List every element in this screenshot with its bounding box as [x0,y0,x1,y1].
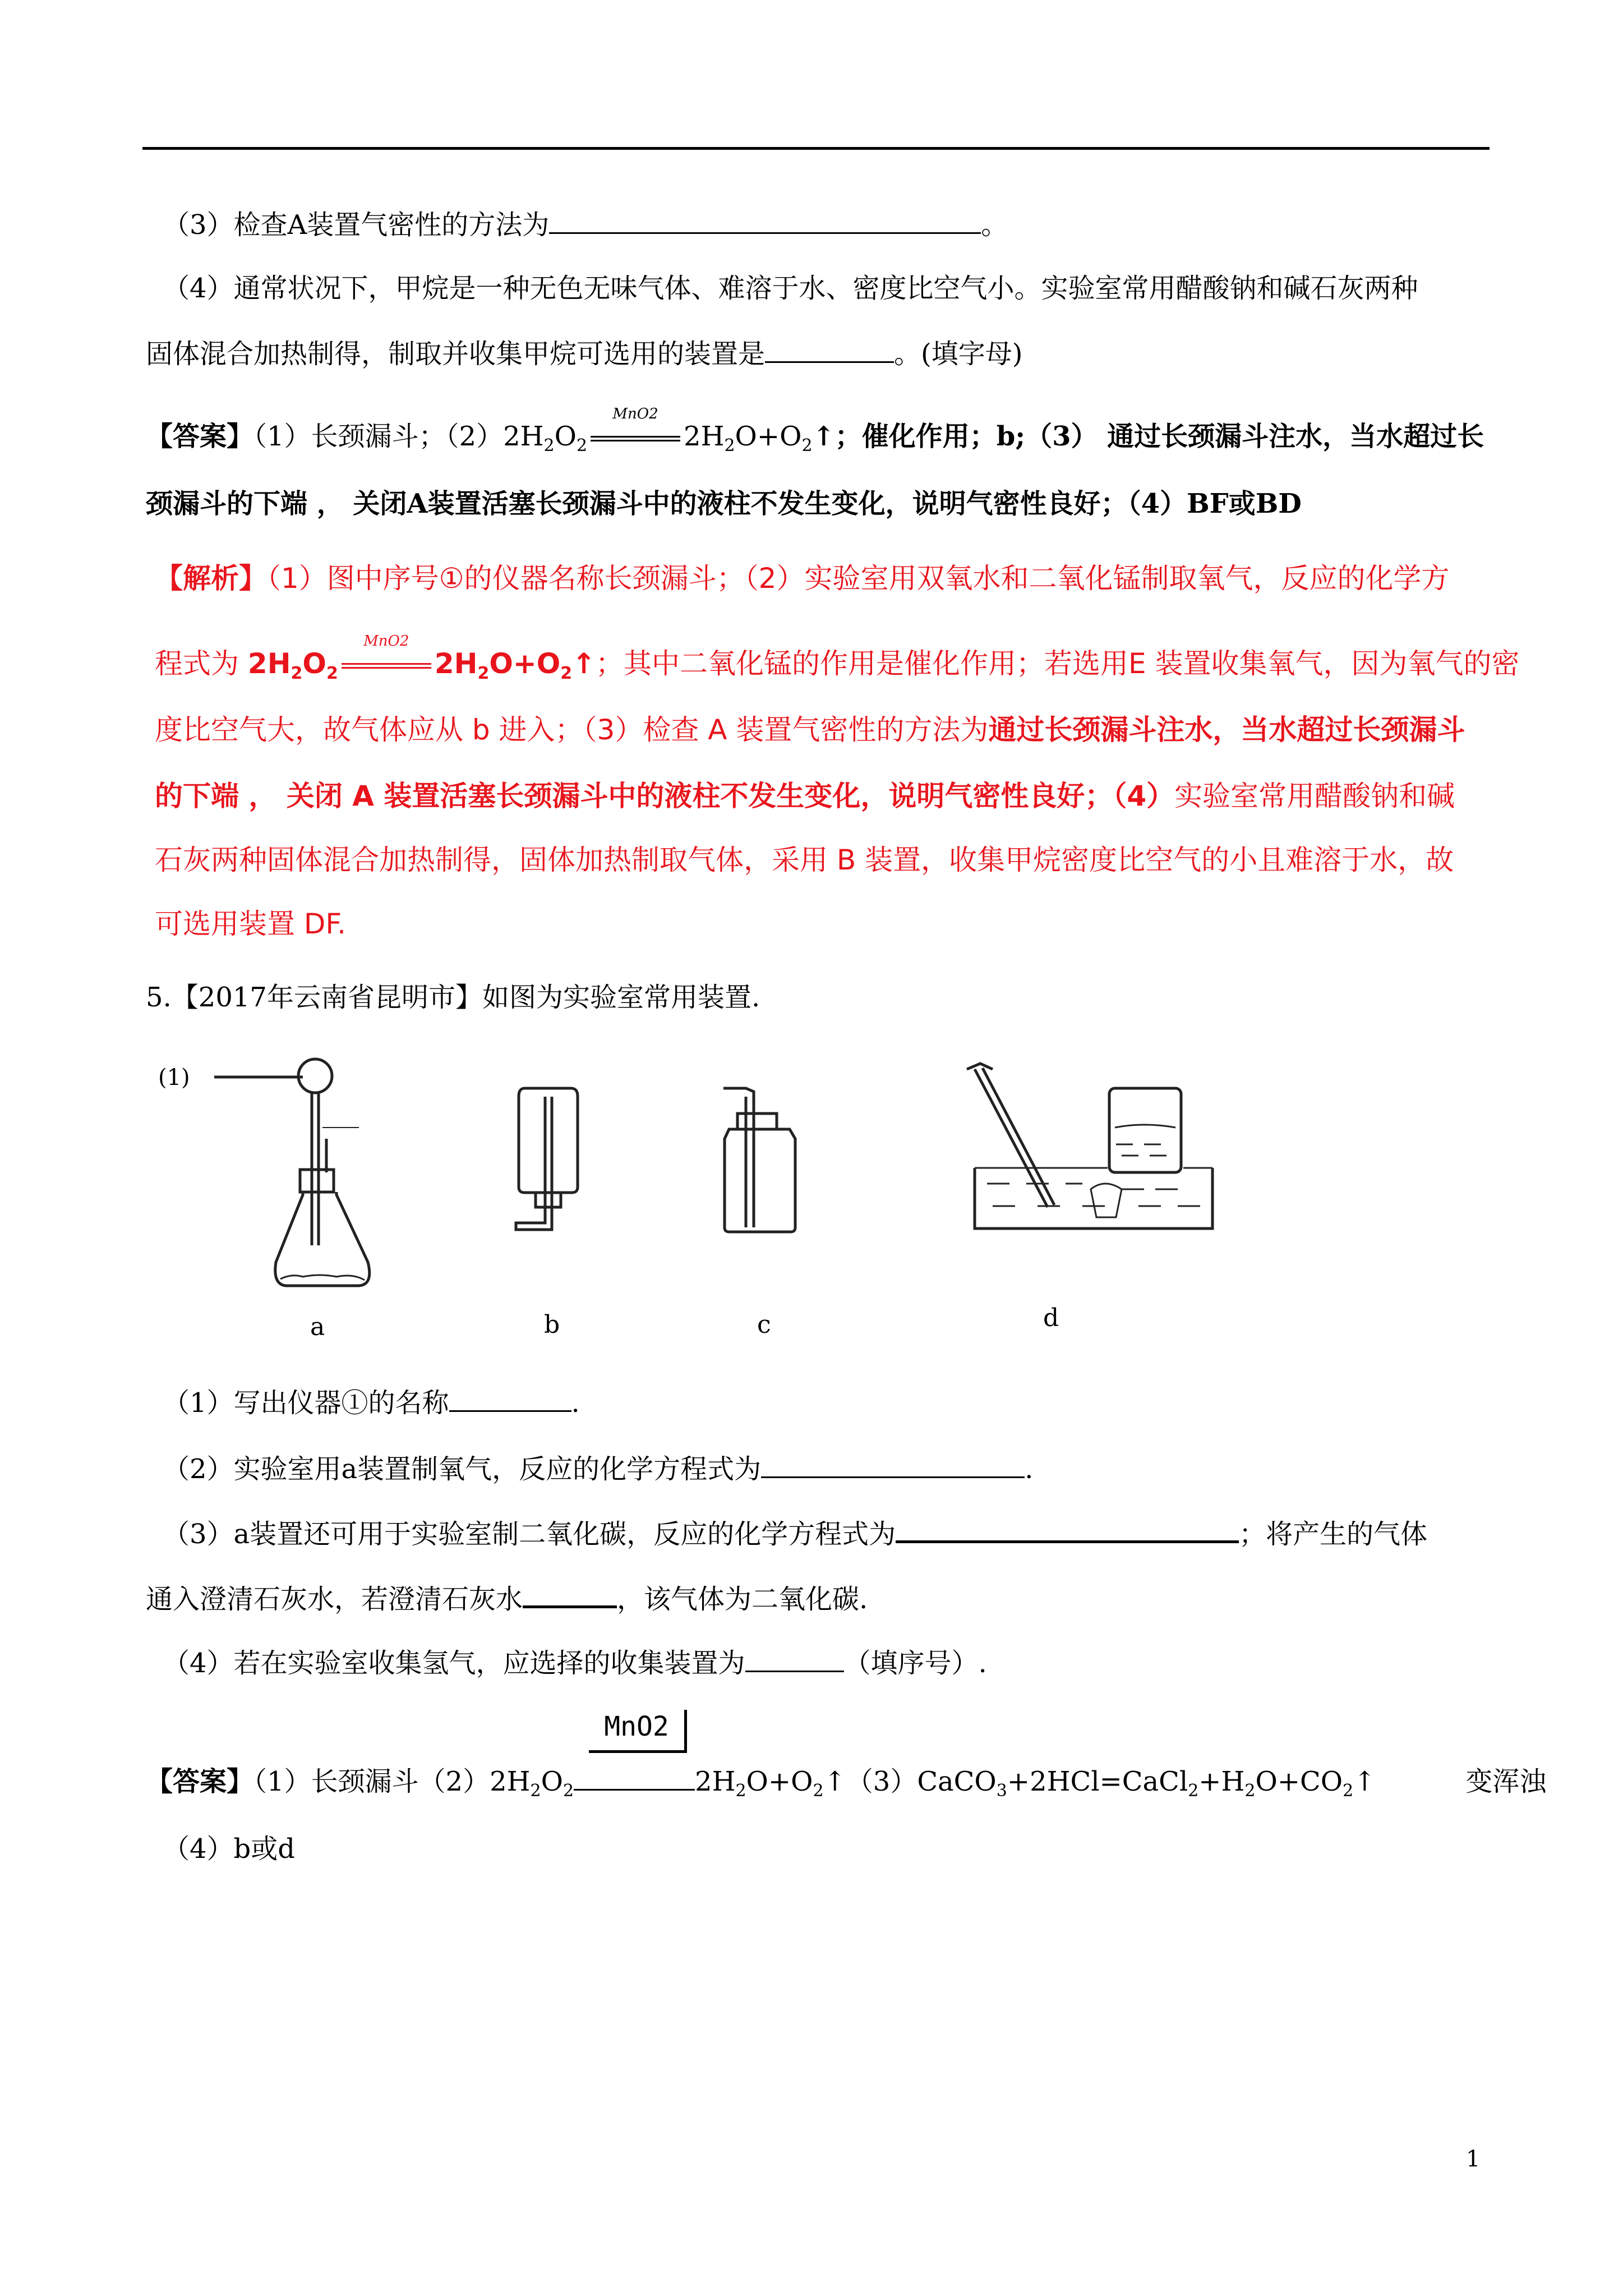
q4-text-2: 固体混合加热制得，制取并收集甲烷可选用的装置是 [146,338,766,370]
analysis-text-4-bold: 的下端 ， 关闭 A 装置活塞长颈漏斗中的液柱不发生变化，说明气密性良好；（4） [155,780,1175,812]
q5-q2-line [163,1451,1033,1486]
q5-q3-blank[interactable] [896,1515,1239,1543]
answer1-part1: （1）长颈漏斗；（2）2H [253,421,544,452]
q4-end: 。(填字母) [894,338,1023,370]
analysis-text-4: 实验室常用醋酸钠和碱 [1174,780,1455,812]
answer1-label: 【答案】 [146,421,254,452]
analysis-text-3: 度比空气大，故气体应从 b 进入；（3）检查 A 装置气密性的方法为 [155,714,989,746]
answer1-part3: O+O [735,421,802,452]
q5-q4-line [163,1645,987,1680]
q5-q2-end: . [1025,1453,1034,1485]
answer1-equation-arrow [587,406,684,453]
figure-label-c: c [757,1310,771,1339]
answer1-line-2 [146,487,1302,521]
analysis-text-6: 可选用装置 DF. [155,908,347,940]
q5-title-text: 5.【2017年云南省昆明市】如图为实验室常用装置. [146,982,760,1013]
analysis-text-2b: ；其中二氧化锰的作用是催化作用；若选用E 装置收集氧气，因为氧气的密 [596,647,1520,680]
answer2-condition-text: MnO2 [604,1711,669,1742]
page-number: 1 [1466,2146,1481,2172]
q5-q4-blank[interactable] [745,1645,844,1672]
answer2-part1: （1）长颈漏斗$(2)2H_2O_2$ [253,1766,574,1801]
answer2-line-2 [163,1832,295,1866]
answer2-arrow [574,1769,695,1791]
q5-q3b-blank[interactable] [523,1580,617,1608]
q4-text-1: （4）通常状况下，甲烷是一种无色无味气体、难溶于水、密度比空气小。实验室常用醋酸钠和碱石灰两种 [163,273,1418,304]
q5-q4-text: （4）若在实验室收集氢气，应选择的收集装置为 [163,1648,745,1679]
q5-q2-blank[interactable] [761,1451,1025,1478]
analysis-label: 【解析】 [155,562,267,595]
q3-text: （3）检查A装置气密性的方法为 [163,209,550,241]
analysis-text-3-bold: 通过长颈漏斗注水，当水超过长颈漏斗 [988,714,1465,746]
analysis-line-3 [155,712,1465,747]
q5-q3-line [163,1515,1427,1551]
q3-end: 。 [981,209,1008,241]
answer2-text-2: （4）b或d [163,1833,295,1865]
answer2-part3: 变浑浊 [1465,1766,1547,1797]
apparatus-b [516,1088,578,1230]
analysis-line-5 [155,843,1454,877]
q4-line-1 [163,272,1418,305]
header-rule [142,147,1490,150]
figure-label-b: b [544,1310,560,1339]
q5-title [146,981,760,1014]
apparatus-a [214,1059,370,1286]
analysis-line-2 [155,633,1520,683]
analysis-equation-arrow [338,633,435,681]
q5-q3b-text: 通入澄清石灰水，若澄清石灰水 [146,1584,523,1615]
answer1-text-2: 颈漏斗的下端 ， 关闭A装置活塞长颈漏斗中的液柱不发生变化，说明气密性良好；（4）BF或BD [146,488,1302,519]
answer1-line-1: 【答案】（1）长颈漏斗；$(2)2H_2O_2$ MnO2 $2H_2O+O_2↑$；催化作用；b;（3） 通过长颈漏斗注水，当水超过长 [146,420,1484,453]
analysis-line-4 [155,779,1455,813]
apparatus-d [967,1064,1212,1228]
answer2-line-1 [146,1765,1547,1801]
q5-q4-end: （填序号）. [843,1648,987,1679]
answer2-condition [589,1710,687,1753]
figure-label-a: a [310,1313,325,1341]
answer1-part4: ↑；催化作用；b;（3） 通过长颈漏斗注水，当水超过长 [812,421,1484,452]
q3-line [163,206,1008,242]
q5-q3b-end: ，该气体为二氧化碳. [617,1584,868,1615]
answer1-condition: MnO2 [612,406,658,422]
analysis-text-5: 石灰两种固体混合加热制得，固体加热制取气体，采用 B 装置，收集甲烷密度比空气的小且难溶于水，故 [155,844,1454,876]
answer1-part2: 2H [684,421,725,452]
apparatus-c [723,1088,795,1232]
analysis-eq-left: $2H_2O_2$ [247,647,338,683]
analysis-eq-right: $2H_2O+O_2↑$ [434,647,596,683]
q5-q2-text: （2）实验室用a装置制氧气，反应的化学方程式为 [163,1453,762,1485]
q5-q3b-line [146,1580,868,1616]
q5-q3-end: ；将产生的气体 [1239,1519,1428,1550]
q5-q1-blank[interactable] [449,1384,571,1412]
figure-label-d: d [1043,1304,1059,1332]
q5-q1-line [163,1384,580,1420]
answer2-part2: $2H_2O+O_2↑(3)CaCO_3+2HCl=CaCl_2+H_2O+CO_2↑$ [695,1766,1376,1801]
q5-q1-end: . [571,1387,580,1419]
analysis-text-1: （1）图中序号①的仪器名称长颈漏斗；（2）实验室用双氧水和二氧化锰制取氧气，反应的化学方 [267,562,1450,595]
analysis-line-1 [155,561,1449,596]
q5-q1-text: （1）写出仪器①的名称 [163,1387,449,1419]
q4-line-2 [146,335,1022,371]
analysis-text-2a: 程式为 [155,647,248,680]
q5-q3-text: （3）a装置还可用于实验室制二氧化碳，反应的化学方程式为 [163,1519,896,1550]
analysis-condition: MnO2 [363,633,409,650]
analysis-line-6 [155,907,346,941]
q3-blank[interactable] [549,206,981,234]
figure-label-1: (1) [158,1065,190,1091]
q4-blank[interactable] [765,335,894,363]
answer2-label: 【答案】 [146,1766,254,1797]
